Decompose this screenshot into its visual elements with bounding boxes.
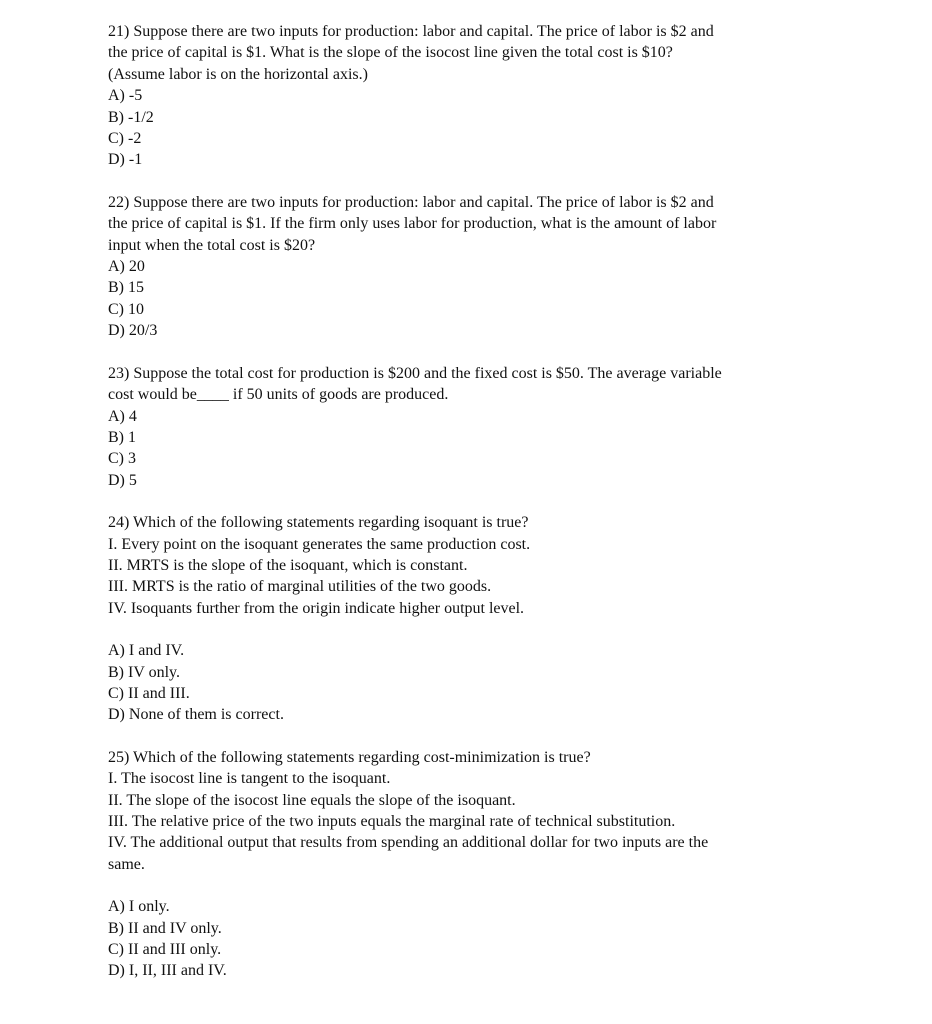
question-21-stem-line-3: (Assume labor is on the horizontal axis.) [108,65,368,83]
question-22-stem-line-2: the price of capital is $1. If the firm only uses labor for production, what is the amount of labor [108,215,717,233]
question-25-spacer [108,875,823,896]
question-23-option-d: D) 5 [108,471,137,489]
question-25-option-a: A) I only. [108,898,170,916]
question-21-option-d: D) -1 [108,151,143,169]
question-25-statement-3: III. The relative price of the two inputs equals the marginal rate of technical substitution. [108,813,676,830]
question-25-statement-4: IV. The additional output that results from spending an additional dollar for two inputs are the [108,834,709,852]
question-25-statement-1: I. The isocost line is tangent to the isoquant. [108,770,391,788]
question-25-statement-2: II. The slope of the isocost line equals the slope of the isoquant. [108,791,516,809]
question-23-option-c: C) 3 [108,450,136,468]
question-24-option-a: A) I and IV. [108,642,185,660]
question-21-option-b: B) -1/2 [108,108,154,126]
question-24-option-b: B) IV only. [108,663,180,681]
question-21-option-a: A) -5 [108,87,143,105]
question-23 [108,363,823,491]
question-23-stem-line-2: cost would be____ if 50 units of goods are produced. [108,386,449,404]
question-23-option-b: B) 1 [108,428,136,446]
question-24-stem-line-1: 24) Which of the following statements regarding isoquant is true? [108,514,529,532]
question-22 [108,192,823,342]
question-25-option-d: D) I, II, III and IV. [108,962,227,980]
question-24-statement-2: II. MRTS is the slope of the isoquant, which is constant. [108,556,468,574]
question-25-statement-4-cont: same. [108,855,145,873]
question-21-stem-line-1: 21) Suppose there are two inputs for production: labor and capital. The price of labor is $2 and [108,23,714,40]
question-21-option-c: C) -2 [108,130,142,148]
question-25 [108,747,823,982]
question-24-statement-4: IV. Isoquants further from the origin indicate higher output level. [108,599,525,617]
question-23-option-a: A) 4 [108,407,137,425]
question-21 [108,21,823,171]
question-24-statement-1: I. Every point on the isoquant generates the same production cost. [108,535,531,553]
question-24-option-c: C) II and III. [108,684,190,702]
question-22-option-b: B) 15 [108,279,144,297]
question-24-statement-3: III. MRTS is the ratio of marginal utilities of the two goods. [108,578,492,596]
question-22-option-d: D) 20/3 [108,322,158,340]
exam-page [108,21,823,982]
question-23-stem-line-1: 23) Suppose the total cost for production is $200 and the fixed cost is $50. The average variable [108,364,722,382]
question-22-option-c: C) 10 [108,300,144,318]
question-24 [108,512,823,726]
question-22-stem-line-1: 22) Suppose there are two inputs for production: labor and capital. The price of labor is $2 and [108,193,714,211]
question-24-option-d: D) None of them is correct. [108,706,284,724]
question-21-stem-line-2: the price of capital is $1. What is the slope of the isocost line given the total cost is $10? [108,44,673,62]
question-25-stem-line-1: 25) Which of the following statements regarding cost-minimization is true? [108,748,591,766]
question-24-spacer [108,619,823,640]
question-22-stem-line-3: input when the total cost is $20? [108,236,316,254]
question-25-option-c: C) II and III only. [108,941,222,959]
question-22-option-a: A) 20 [108,258,145,276]
question-25-option-b: B) II and IV only. [108,919,222,937]
